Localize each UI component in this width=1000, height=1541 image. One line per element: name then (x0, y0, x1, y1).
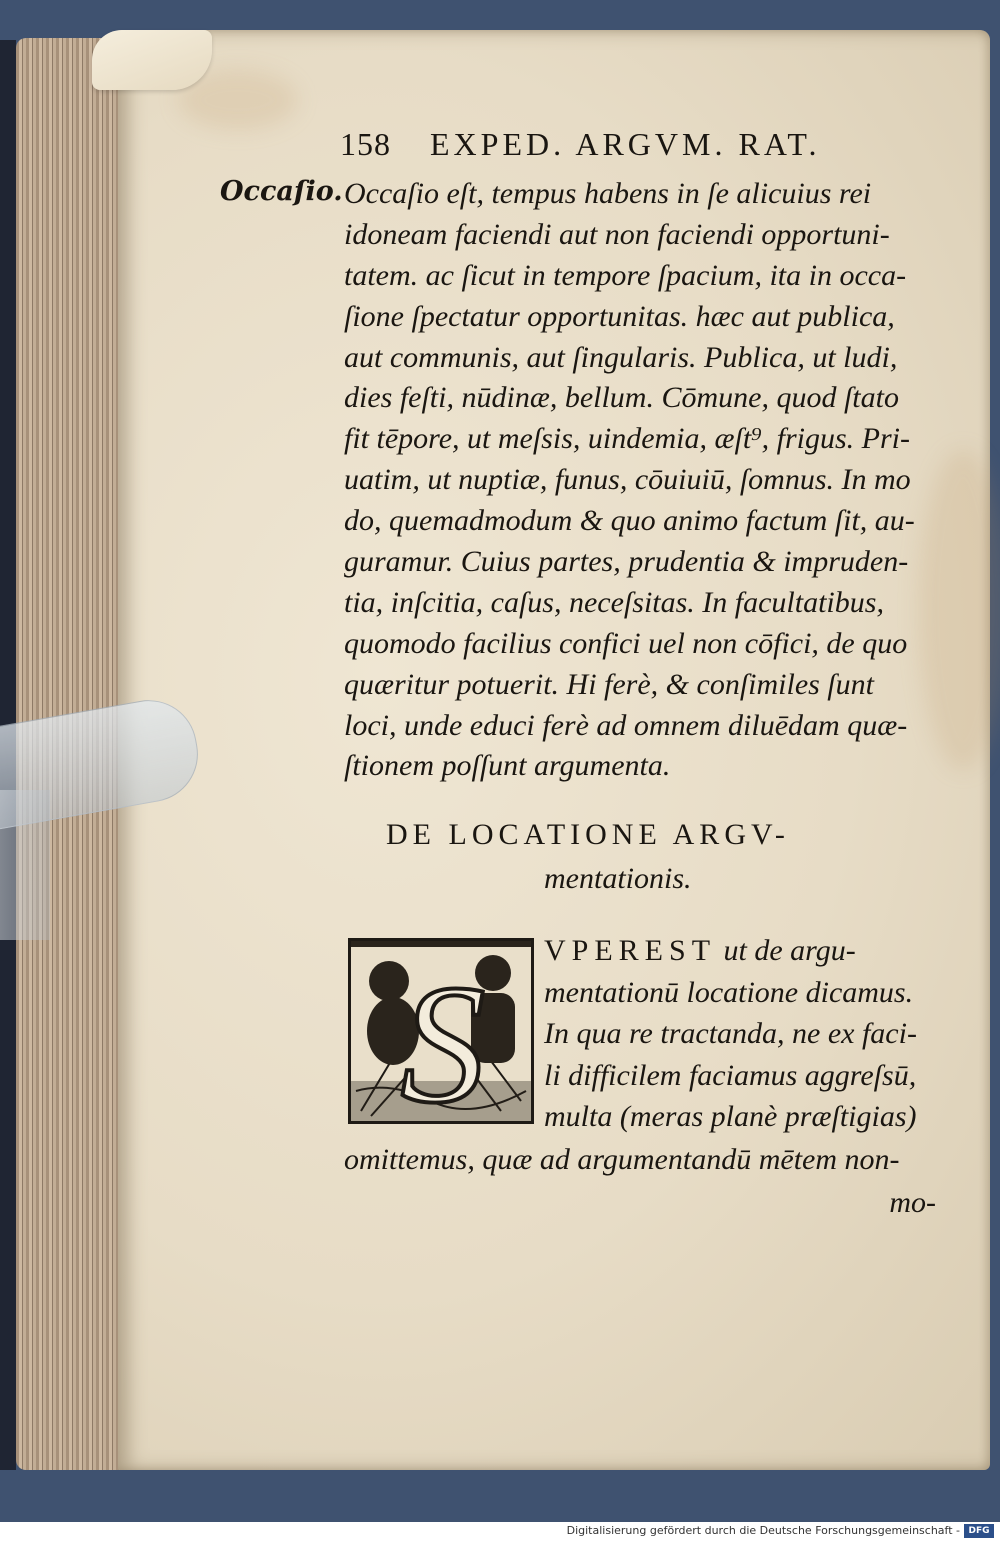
text-line (544, 1096, 936, 1138)
paragraph-three (344, 1138, 936, 1224)
margin-note: Occaſio. (220, 176, 343, 207)
line-text: ut de argu- (716, 934, 856, 967)
line-text: mentationū locatione dicamus. (544, 975, 914, 1009)
text-line (544, 1055, 936, 1097)
page-number: 158 (340, 126, 391, 162)
text-line: tia, inſcitia, caſus, neceſsitas. In facultatibus, (344, 585, 884, 619)
page-corner (92, 30, 212, 90)
text-line: ſtionem poſſunt argumenta. (344, 749, 671, 783)
small-caps-word: VPEREST (544, 934, 717, 967)
text-line: tatem. ac ſicut in tempore ſpacium, ita in occa- (344, 258, 907, 292)
section-title-line2: mentationis. (544, 862, 692, 895)
running-header (0, 126, 1000, 166)
initial-letter-glyph: S (400, 950, 486, 1121)
text-line (544, 930, 936, 972)
digitization-credit: Digitalisierung gefördert durch die Deutsche Forschungsgemeinschaft - (566, 1524, 960, 1537)
text-line: loci, unde educi ferè ad omnem diluēdam quæ- (344, 708, 908, 742)
text-line: fit tēpore, ut meſsis, uindemia, æſt⁹, frigus. Pri- (344, 422, 910, 456)
section-title-line1: DE LOCATIONE ARGV- (386, 818, 790, 851)
text-line: ſione ſpectatur opportunitas. hæc aut publica, (344, 299, 895, 333)
line-text: li difficilem faciamus aggreſsū, (544, 1058, 917, 1092)
line-text: In qua re tractanda, ne ex faci- (544, 1017, 917, 1050)
page-clip-shadow (0, 790, 50, 940)
text-line: quæritur potuerit. Hi ferè, & conſimiles ſunt (344, 667, 874, 701)
text-line: idoneam faciendi aut non faciendi opportuni- (344, 217, 890, 251)
paragraph-two (544, 930, 936, 1138)
text-line: uatim, ut nuptiæ, funus, cōuiuiū, ſomnus. In mo (344, 463, 911, 497)
text-line: mo- (889, 1186, 936, 1219)
text-line (544, 972, 936, 1014)
text-line: guramur. Cuius partes, prudentia & impruden- (344, 545, 909, 579)
text-line (544, 1013, 936, 1055)
text-line: omittemus, quæ ad argumentandū mētem non- (344, 1143, 900, 1176)
text-line: do, quemadmodum & quo animo factum ſit, au- (344, 504, 915, 538)
main-paragraph (344, 174, 934, 787)
text-line: dies feſti, nūdinæ, bellum. Cōmune, quod ſtato (344, 381, 899, 415)
woodcut-initial (348, 938, 534, 1124)
text-line: quomodo facilius confici uel non cōfici, de quo (344, 626, 908, 660)
text-line: aut communis, aut ſingularis. Publica, ut ludi, (344, 340, 898, 374)
dfg-logo: DFG (964, 1524, 994, 1538)
woodcut-initial-image (351, 941, 531, 1121)
line-text: multa (meras planè præſtigias) (544, 1100, 917, 1133)
footer-bar (0, 1522, 1000, 1541)
running-title: EXPED. ARGVM. RAT. (430, 126, 821, 162)
text-line: Occaſio eſt, tempus habens in ſe alicuius rei (344, 177, 872, 210)
